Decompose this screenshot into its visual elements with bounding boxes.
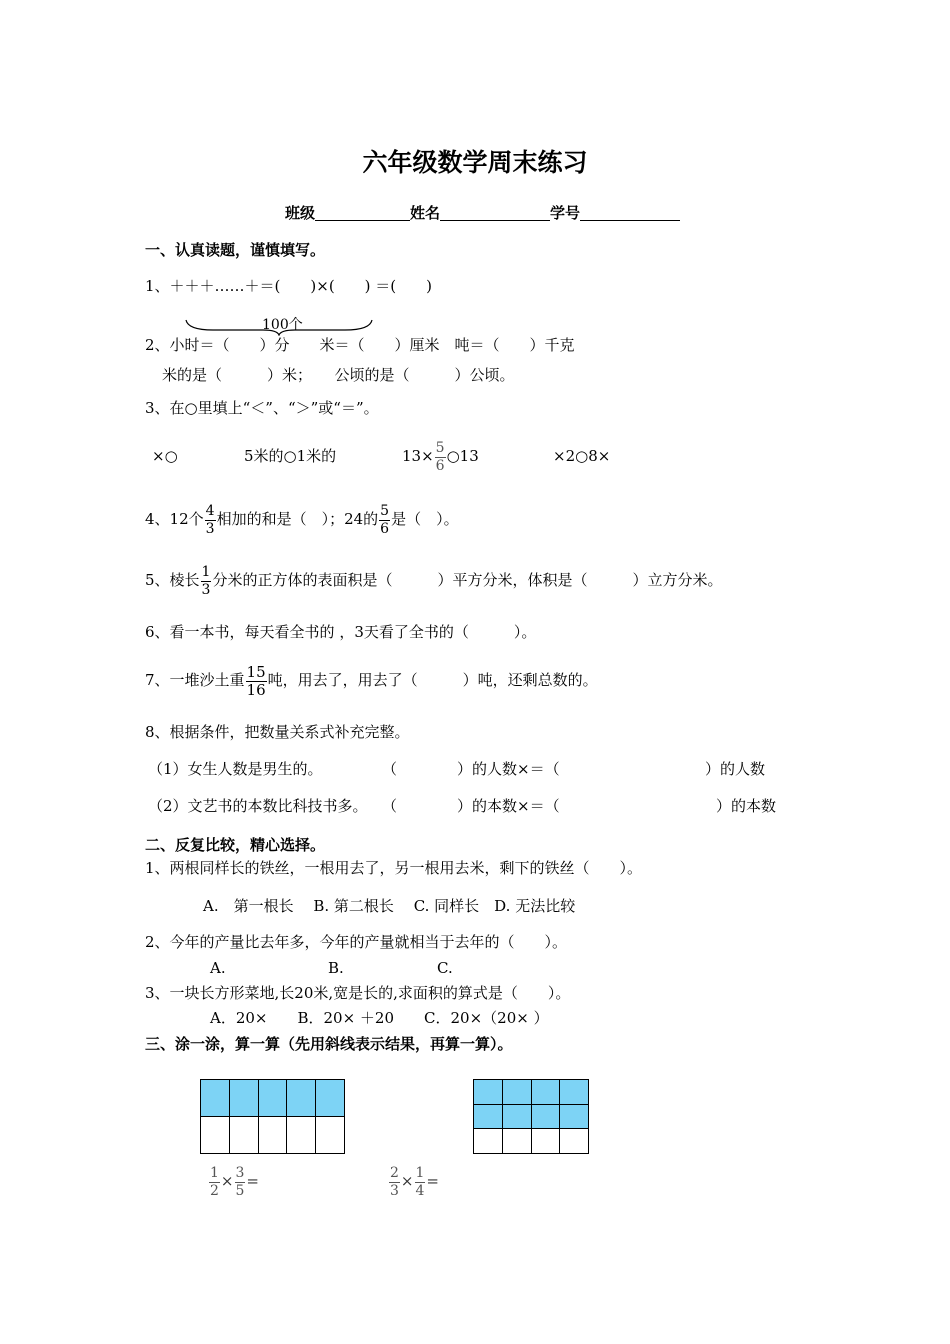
grid-cell[interactable] — [531, 1080, 560, 1105]
number-label: 学号 — [550, 204, 581, 222]
q1-8-1-condition: （1）女生人数是男生的。 — [148, 760, 323, 778]
q1-8-2-tail: ）的本数 — [716, 797, 777, 815]
q1-8-1-tail: ）的人数 — [705, 760, 766, 778]
times-sign: × — [220, 1172, 234, 1190]
fraction: $\frac{5}{6}$ — [435, 439, 445, 474]
grid-row — [474, 1080, 589, 1105]
q1-8-2-condition: （2）文艺书的本数比科技书多。 — [148, 797, 368, 815]
q1-2b: 米的是（ ）米； 公顷的是（ ）公顷。 — [162, 366, 515, 384]
grid-cell[interactable] — [531, 1104, 560, 1129]
fraction: $\frac{5}{6}$ — [380, 502, 390, 537]
q1-5 — [145, 561, 722, 599]
fraction-grid-2[interactable] — [473, 1079, 589, 1154]
q2-3: 3、一块长方形菜地,长20米,宽是长的,求面积的算式是（ ）。 — [145, 984, 571, 1002]
grid-cell[interactable] — [560, 1104, 589, 1129]
q1-8: 8、根据条件，把数量关系式补充完整。 — [145, 723, 410, 741]
number-field[interactable] — [580, 204, 680, 221]
fraction: $\frac{1}{4}$ — [415, 1164, 425, 1199]
grid-row — [201, 1080, 345, 1117]
grid-row — [201, 1117, 345, 1154]
q1-4-text2: 相加的和是（ ）；24的 — [216, 510, 379, 528]
grid-cell[interactable] — [229, 1117, 258, 1154]
grid-cell[interactable] — [474, 1129, 503, 1154]
grid-cell[interactable] — [287, 1117, 316, 1154]
q1-8-1-expr: （ ）的人数×＝（ — [382, 760, 560, 778]
q1-4 — [145, 500, 459, 538]
q1-3-item-b: 5米的○1米的 — [244, 447, 337, 465]
expression-1 — [208, 1161, 259, 1201]
q1-5-text2: 分米的正方体的表面积是（ ）平方分米，体积是（ ）立方分米。 — [212, 571, 723, 589]
page-title: 六年级数学周末练习 — [362, 148, 588, 177]
grid-cell[interactable] — [229, 1080, 258, 1117]
fraction: $\frac{1}{3}$ — [201, 563, 211, 598]
times-sign: × — [400, 1172, 414, 1190]
equals-sign: = — [246, 1172, 259, 1190]
equals-sign: = — [426, 1172, 439, 1190]
q2-2-option-c: C. — [437, 959, 453, 977]
section1-heading: 一、认真读题，谨慎填写。 — [145, 241, 326, 259]
fraction: $\frac{2}{3}$ — [390, 1164, 399, 1199]
q1-3-c-post: ○13 — [446, 447, 479, 465]
grid-row — [474, 1129, 589, 1154]
q1-1: 1、＋＋＋……＋＝( )×( ) ＝( ) — [145, 277, 432, 295]
q1-7-text1: 7、一堆沙土重 — [145, 671, 245, 689]
q1-4-text3: 是（ ）。 — [391, 510, 459, 528]
grid-cell[interactable] — [316, 1117, 345, 1154]
grid-cell[interactable] — [502, 1129, 531, 1154]
q1-3: 3、在○里填上“＜”、“＞”或“＝”。 — [145, 399, 379, 417]
q1-7-text2: 吨，用去了，用去了（ ）吨，还剩总数的。 — [267, 671, 598, 689]
fraction: $\frac{3}{5}$ — [235, 1164, 245, 1199]
fraction: $\frac{4}{3}$ — [205, 502, 215, 537]
grid-cell[interactable] — [258, 1117, 287, 1154]
q1-brace-label: 100个 — [262, 317, 303, 333]
name-field[interactable] — [440, 204, 550, 221]
q1-4-text1: 4、12个 — [145, 510, 204, 528]
grid-cell[interactable] — [287, 1080, 316, 1117]
class-label: 班级 — [285, 204, 316, 222]
q1-6: 6、看一本书，每天看全书的 ，3天看了全书的（ ）。 — [145, 623, 537, 641]
class-field[interactable] — [315, 204, 410, 221]
grid-cell[interactable] — [560, 1080, 589, 1105]
q2-2-option-a: A. — [210, 959, 226, 977]
q1-2a: 2、小时＝（ ）分 米＝（ ）厘米 吨＝（ ）千克 — [145, 336, 575, 354]
q2-1: 1、两根同样长的铁丝，一根用去了，另一根用去米，剩下的铁丝（ ）。 — [145, 859, 643, 877]
q1-5-text1: 5、棱长 — [145, 571, 200, 589]
grid-cell[interactable] — [201, 1080, 230, 1117]
fraction: $\frac{15}{16}$ — [246, 662, 266, 699]
q1-8-2-expr: （ ）的本数×＝（ — [382, 797, 560, 815]
grid-cell[interactable] — [531, 1129, 560, 1154]
grid-cell[interactable] — [316, 1080, 345, 1117]
section3-heading: 三、涂一涂，算一算（先用斜线表示结果，再算一算）。 — [145, 1035, 513, 1053]
grid-row — [474, 1104, 589, 1129]
fraction-grid-1[interactable] — [200, 1079, 345, 1154]
q2-2: 2、今年的产量比去年多，今年的产量就相当于去年的（ ）。 — [145, 933, 568, 951]
grid-cell[interactable] — [201, 1117, 230, 1154]
section2-heading: 二、反复比较，精心选择。 — [145, 836, 326, 854]
q1-7 — [145, 661, 598, 699]
student-info-line — [285, 202, 680, 223]
q2-2-option-b: B. — [328, 959, 344, 977]
q1-3-item-c — [402, 437, 479, 475]
grid-cell[interactable] — [502, 1080, 531, 1105]
grid-cell[interactable] — [560, 1129, 589, 1154]
q2-3-options: A．20× B．20× ＋20 C．20×（20× ） — [210, 1009, 549, 1027]
fraction: $\frac{1}{2}$ — [210, 1164, 219, 1199]
grid-cell[interactable] — [502, 1104, 531, 1129]
name-label: 姓名 — [410, 204, 441, 222]
q1-3-item-d: ×2○8× — [553, 447, 611, 465]
grid-cell[interactable] — [474, 1080, 503, 1105]
q1-3-c-pre: 13× — [402, 447, 434, 465]
grid-cell[interactable] — [258, 1080, 287, 1117]
grid-cell[interactable] — [474, 1104, 503, 1129]
expression-2 — [388, 1161, 439, 1201]
q2-1-options: A. 第一根长 B. 第二根长 C. 同样长 D. 无法比较 — [203, 897, 576, 915]
q1-3-item-a: ×○ — [152, 447, 178, 465]
